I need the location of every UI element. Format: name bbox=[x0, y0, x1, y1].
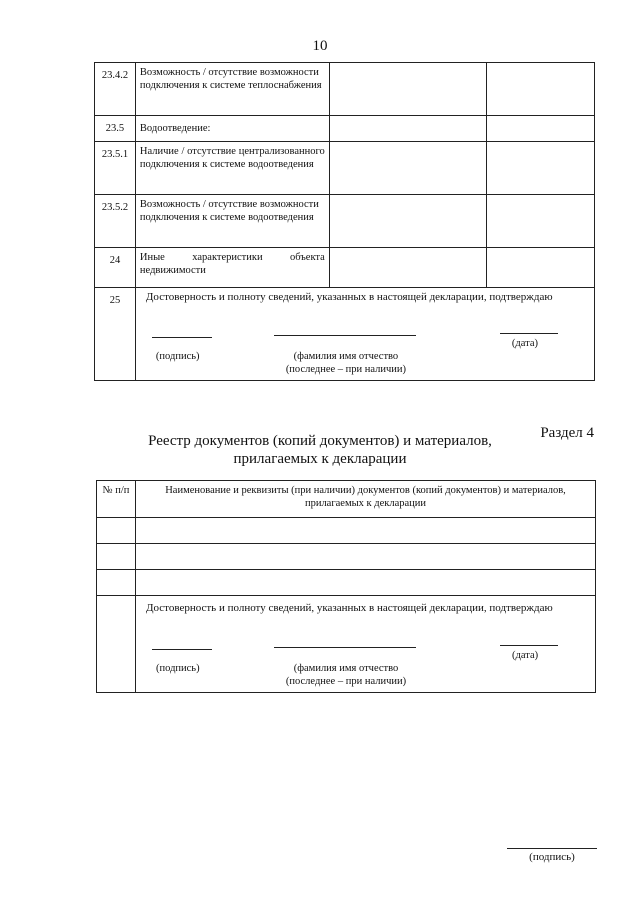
table-row bbox=[95, 248, 595, 288]
row-text: Наличие / отсутствие централизованного подключения к системе водоотведения bbox=[135, 142, 329, 195]
row-number: 23.4.2 bbox=[95, 63, 136, 116]
table-row bbox=[95, 116, 595, 142]
confirmation-text: Достоверность и полноту сведений, указанных в настоящей декларации, подтверждаю bbox=[146, 602, 553, 614]
registry-table bbox=[96, 480, 596, 693]
name-line[interactable] bbox=[274, 647, 416, 648]
row-text: Возможность / отсутствие возможности подключения к системе теплоснабжения bbox=[135, 63, 329, 116]
date-line[interactable] bbox=[500, 645, 558, 646]
date-label: (дата) bbox=[511, 338, 539, 349]
signature-line[interactable] bbox=[152, 337, 212, 338]
document-cell[interactable] bbox=[136, 544, 596, 570]
row-text: Водоотведение: bbox=[135, 116, 329, 142]
row-text: Возможность / отсутствие возможности подключения к системе водоотведения bbox=[135, 195, 329, 248]
signature-block bbox=[136, 288, 594, 380]
header-name: Наименование и реквизиты (при наличии) документов (копий документов) и материалов, прилагаемых к декларации bbox=[136, 481, 596, 518]
registry-title-line: Реестр документов (копий документов) и материалов, bbox=[148, 433, 492, 449]
row-number: 24 bbox=[95, 248, 136, 288]
footer-signature-label: (подпись) bbox=[529, 851, 575, 863]
row-number: 25 bbox=[95, 288, 136, 381]
row-text: Иные характеристики объекта недвижимости bbox=[135, 248, 329, 288]
confirmation-row bbox=[95, 288, 595, 381]
declaration-table bbox=[94, 62, 595, 381]
name-label: (фамилия имя отчество bbox=[293, 351, 399, 362]
value-cell[interactable] bbox=[329, 248, 486, 288]
name-label-note: (последнее – при наличии) bbox=[285, 364, 407, 375]
value-cell[interactable] bbox=[329, 116, 486, 142]
note-cell[interactable] bbox=[487, 63, 595, 116]
value-cell[interactable] bbox=[329, 142, 486, 195]
name-label-note: (последнее – при наличии) bbox=[285, 676, 407, 687]
row-number-cell[interactable] bbox=[97, 518, 136, 544]
header-num: № п/п bbox=[97, 481, 136, 518]
name-label: (фамилия имя отчество bbox=[293, 663, 399, 674]
confirmation-text: Достоверность и полноту сведений, указанных в настоящей декларации, подтверждаю bbox=[145, 291, 553, 303]
table-row bbox=[95, 195, 595, 248]
signature-label: (подпись) bbox=[155, 351, 200, 362]
table-row bbox=[97, 518, 596, 544]
value-cell[interactable] bbox=[329, 195, 486, 248]
note-cell[interactable] bbox=[487, 116, 595, 142]
page-number: 10 bbox=[312, 38, 328, 54]
registry-title bbox=[0, 432, 640, 468]
date-line[interactable] bbox=[500, 333, 558, 334]
row-number-cell[interactable] bbox=[97, 570, 136, 596]
registry-title-line: прилагаемых к декларации bbox=[233, 451, 407, 467]
note-cell[interactable] bbox=[487, 195, 595, 248]
confirmation-row bbox=[97, 596, 596, 693]
row-number-cell[interactable] bbox=[97, 544, 136, 570]
name-line[interactable] bbox=[274, 335, 416, 336]
table-row bbox=[95, 142, 595, 195]
row-number: 23.5 bbox=[95, 116, 136, 142]
signature-line[interactable] bbox=[152, 649, 212, 650]
row-number: 23.5.1 bbox=[95, 142, 136, 195]
document-cell[interactable] bbox=[136, 518, 596, 544]
row-number: 23.5.2 bbox=[95, 195, 136, 248]
value-cell[interactable] bbox=[329, 63, 486, 116]
note-cell[interactable] bbox=[487, 248, 595, 288]
footer-signature-line[interactable] bbox=[507, 848, 597, 849]
signature-label: (подпись) bbox=[156, 663, 200, 674]
date-label: (дата) bbox=[512, 650, 539, 661]
document-cell[interactable] bbox=[136, 570, 596, 596]
table-row bbox=[95, 63, 595, 116]
table-header-row bbox=[97, 481, 596, 518]
table-row bbox=[97, 544, 596, 570]
row-number-cell bbox=[97, 596, 136, 693]
note-cell[interactable] bbox=[487, 142, 595, 195]
section-label: Раздел 4 bbox=[540, 425, 594, 441]
table-row bbox=[97, 570, 596, 596]
signature-block bbox=[136, 596, 595, 692]
